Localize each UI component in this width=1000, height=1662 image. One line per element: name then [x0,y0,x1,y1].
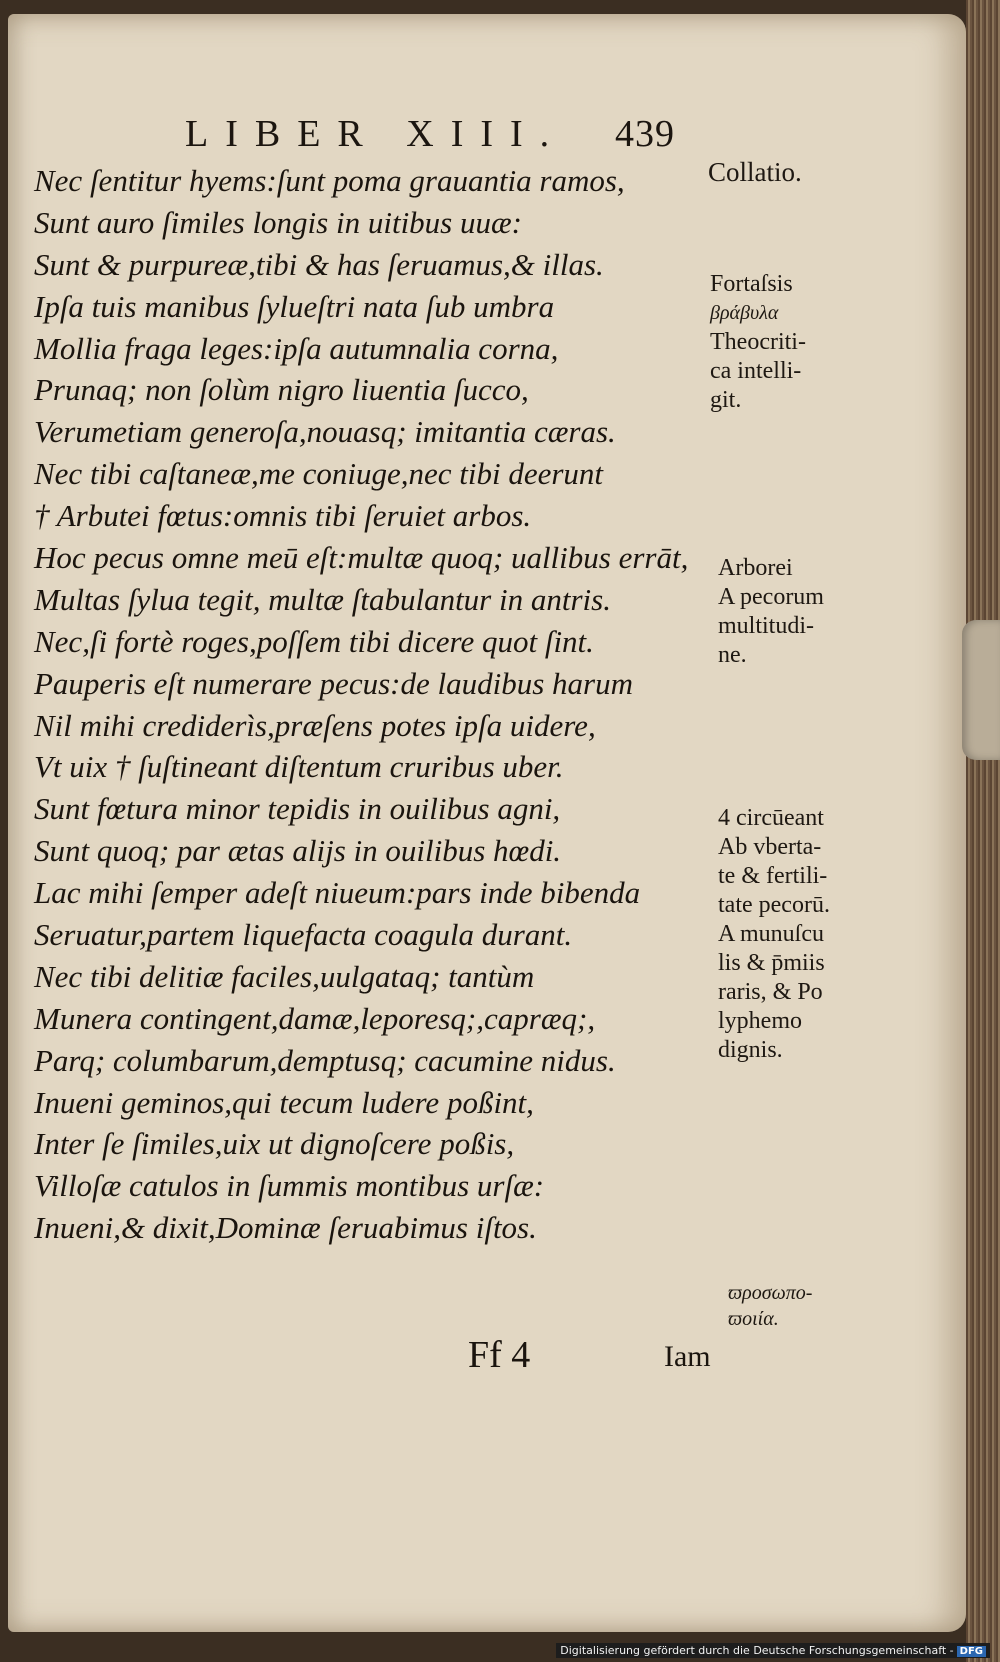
margin-note-arborei [718,554,824,670]
verse-line: Sunt fœtura minor tepidis in ouilibus agni, [34,791,561,827]
margin-line: βράβυλα [710,302,779,324]
catchword: Iam [664,1340,711,1373]
verse-line: Munera contingent,damæ,leporesq;,capræq;, [34,1000,596,1036]
margin-line: Arborei [718,555,793,581]
margin-line: raris, & Po [718,979,823,1005]
page-fore-edge [966,0,1000,1662]
clasp-tab [962,620,1000,760]
running-head-title: LIBER XIII. [185,113,567,155]
signature-mark: Ff 4 [468,1334,531,1376]
page-number: 439 [615,113,675,155]
verse-line: Inueni,& dixit,Dominæ ſeruabimus iſtos. [34,1210,537,1246]
verse-line: Prunaq; non ſolùm nigro liuentia ſucco, [34,372,529,408]
verse-line: Nil mihi crediderìs,præſens potes ipſa uidere, [34,707,596,743]
verse-line: Multas ſylua tegit, multæ ſtabulantur in antris. [34,581,611,617]
margin-line: A pecorum [718,584,824,610]
margin-line: lyphemo [718,1008,802,1034]
margin-line: git. [710,387,742,413]
verse-line: Inueni geminos,qui tecum ludere poßint, [34,1084,534,1120]
verse-line: Inter ſe ſimiles,uix ut dignoſcere poßis, [34,1126,515,1162]
margin-line: te & fertili- [718,863,828,889]
verse-line: Ipſa tuis manibus ſylueſtri nata ſub umbra [34,288,555,324]
verse-line: Sunt auro ſimiles longis in uitibus uuæ: [34,204,522,240]
margin-line: dignis. [718,1037,783,1063]
verse-line: Vt uix † ſuſtineant diſtentum cruribus uber. [34,749,564,785]
margin-note-fortassis [710,270,806,415]
verse-line: Verumetiam generoſa,nouasq; imitantia cæras. [34,414,616,450]
verse-line: Nec ſentitur hyems:ſunt poma grauantia ramos, [34,163,625,198]
margin-line: Ab vberta- [718,834,822,860]
verse-text [34,160,724,1249]
margin-line: Theocriti- [710,329,806,355]
verse-line: Sunt & purpureæ,tibi & has ſeruamus,& illas. [34,246,604,282]
verse-line: Nec tibi delitiæ faciles,uulgataq; tantùm [34,958,535,994]
verse-line: Hoc pecus omne meū eſt:multæ quoq; uallibus errāt, [34,540,689,576]
margin-note-greek [728,1280,812,1332]
margin-line: Fortaſsis [710,271,793,297]
margin-line: ϖοιία. [728,1308,779,1330]
dfg-logo: DFG [957,1646,986,1657]
margin-line: multitudi- [718,613,814,639]
verse-line: Nec tibi caſtaneæ,me coniuge,nec tibi deerunt [34,456,604,492]
margin-note-collatio [708,158,802,187]
margin-line: 4 circūeant [718,805,824,831]
verse-line: Mollia fraga leges:ipſa autumnalia corna, [34,330,559,366]
margin-line: Collatio. [708,157,802,187]
margin-line: tate pecorū. [718,892,830,918]
verse-line: † Arbutei fœtus:omnis tibi ſeruiet arbos. [34,498,532,534]
margin-line: ca intelli- [710,358,802,384]
verse-line: Seruatur,partem liquefacta coagula durant. [34,917,573,953]
verse-line: Villoſæ catulos in ſummis montibus urſæ: [34,1168,545,1204]
margin-line: A munuſcu [718,921,824,947]
margin-line: lis & p̄miis [718,950,825,976]
margin-line: ne. [718,642,747,668]
margin-line: ϖροσωπο- [728,1282,813,1304]
margin-note-circueant [718,804,830,1065]
verse-line: Parq; columbarum,demptusq; cacumine nidus. [34,1042,616,1078]
verse-line: Pauperis eſt numerare pecus:de laudibus harum [34,665,633,701]
verse-line: Lac mihi ſemper adeſt niueum:pars inde bibenda [34,875,641,911]
verse-line: Sunt quoq; par ætas alijs in ouilibus hœdi. [34,833,562,869]
digitization-credit [556,1643,990,1658]
verse-line: Nec,ſi fortè roges,poſſem tibi dicere quot ſint. [34,623,594,659]
credit-text: Digitalisierung gefördert durch die Deutsche Forschungsgemeinschaft - [560,1644,954,1657]
